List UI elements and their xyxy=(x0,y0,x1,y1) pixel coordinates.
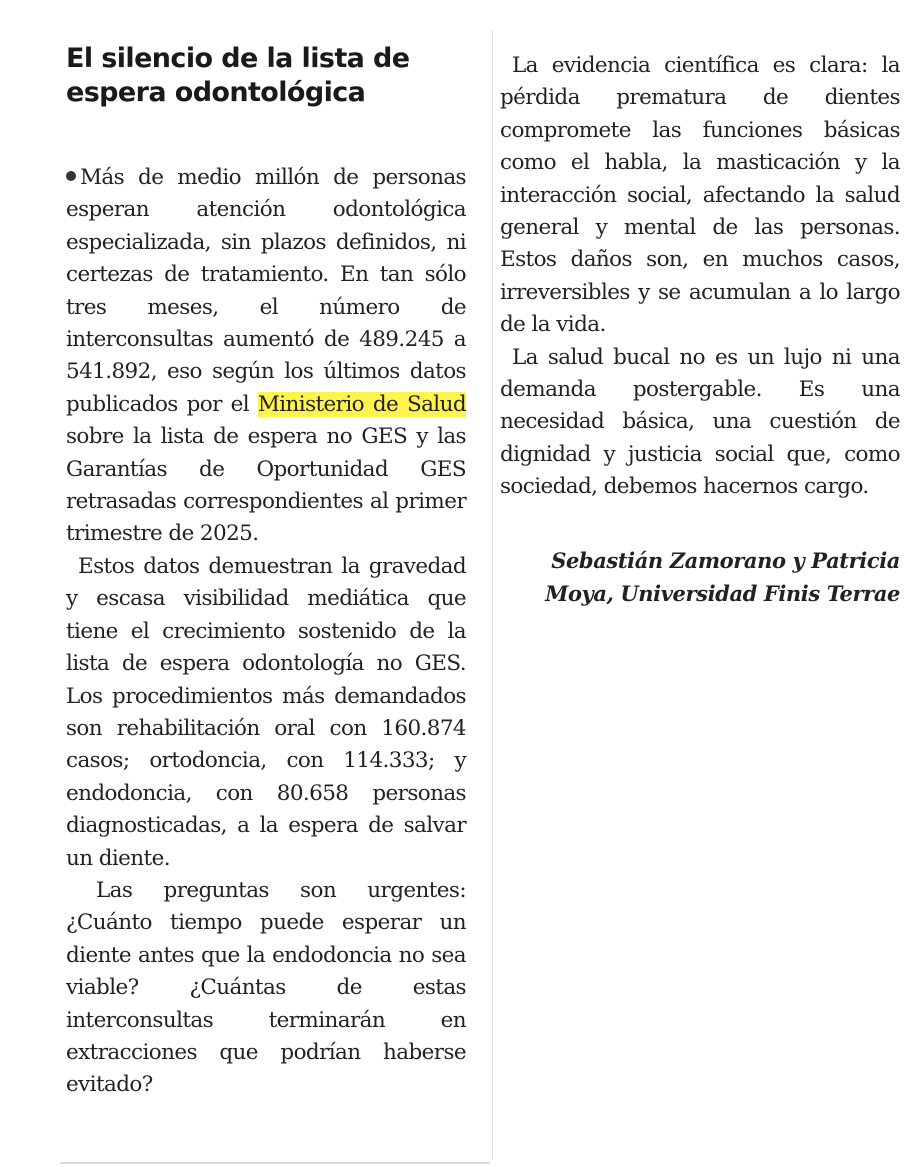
paragraph-1 xyxy=(66,162,466,551)
headline: El silencio de la lista de espera odontológica xyxy=(66,43,410,108)
paragraph-4: La evidencia científica es clara: la pérdida prematura de dientes compromete las funciones básicas como el habla, la masticación y la interacción social, afectando la salud general y mental de las personas. Estos daños son, en muchos casos, irreversibles y se acumulan a lo largo de la vida. xyxy=(500,53,900,338)
paragraph-1-text: Más de medio millón de personas esperan atención odontológica especializada, sin plazos definidos, ni certezas de tratamiento. En tan sólo tres meses, el número de interconsultas aumentó de 489.245 a 541.892, eso según los últimos datos publicados por el xyxy=(66,165,466,417)
paragraph-5: La salud bucal no es un lujo ni una demanda postergable. Es una necesidad básica, una cuestión de dignidad y justicia social que, como sociedad, debemos hacernos cargo. xyxy=(500,344,900,500)
right-column xyxy=(500,50,900,610)
left-column xyxy=(66,42,466,1102)
column-divider xyxy=(492,30,493,1160)
paragraph-3: Las preguntas son urgentes: ¿Cuánto tiempo puede esperar un diente antes que la endodoncia no sea viable? ¿Cuántas de estas interconsultas terminarán en extracciones que podrían haberse evitado? xyxy=(66,877,466,1098)
paragraph-2: Estos datos demuestran la gravedad y escasa visibilidad mediática que tiene el crecimiento sostenido de la lista de espera odontología no GES. Los procedimientos más demandados son rehabilitación oral con 160.874 casos; ortodoncia, con 114.333; y endodoncia, con 80.658 personas diagnosticadas, a la espera de salvar un diente. xyxy=(66,553,466,871)
paragraph-1-text-end: sobre la lista de espera no GES y las Garantías de Oportunidad GES retrasadas correspondientes al primer trimestre de 2025. xyxy=(66,424,466,547)
author-signature: Sebastián Zamorano y Patricia Moya, Universidad Finis Terrae xyxy=(545,547,900,606)
highlighted-ministerio-de-salud: Ministerio de Salud xyxy=(257,391,466,417)
bullet-icon xyxy=(66,171,76,181)
bottom-rule xyxy=(60,1162,490,1164)
